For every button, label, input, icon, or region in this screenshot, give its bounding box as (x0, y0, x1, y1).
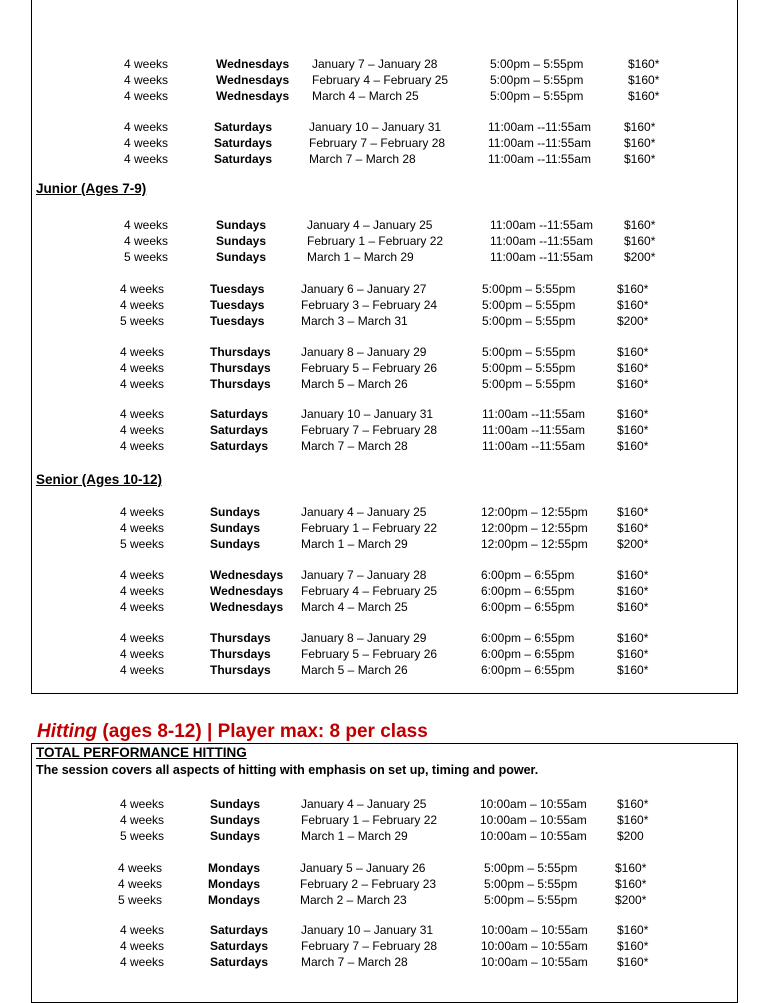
schedule-day: Saturdays (210, 407, 269, 421)
schedule-day: Thursdays (210, 647, 271, 661)
schedule-dates: February 2 – February 23 (300, 877, 437, 891)
schedule-day: Sundays (210, 505, 261, 519)
schedule-dates: March 1 – March 29 (301, 537, 408, 551)
hitting-subtitle: TOTAL PERFORMANCE HITTING (36, 745, 247, 760)
schedule-dates: January 6 – January 27 (301, 282, 427, 296)
schedule-duration: 4 weeks (124, 89, 169, 103)
hitting-description: The session covers all aspects of hitting with emphasis on set up, timing and power. (36, 763, 539, 777)
schedule-price: $160* (624, 218, 656, 232)
section-senior-heading: Senior (Ages 10-12) (36, 472, 163, 487)
schedule-day: Saturdays (214, 136, 273, 150)
schedule-time: 5:00pm – 5:55pm (482, 314, 576, 328)
schedule-time: 5:00pm – 5:55pm (482, 361, 576, 375)
schedule-row (0, 56, 768, 72)
schedule-time: 5:00pm – 5:55pm (482, 282, 576, 296)
schedule-time: 6:00pm – 6:55pm (481, 584, 575, 598)
schedule-duration: 4 weeks (120, 298, 165, 312)
hitting-title-italic: Hitting (37, 721, 98, 742)
schedule-price: $200 (617, 829, 644, 843)
schedule-time: 11:00am --11:55am (488, 136, 591, 150)
schedule-row (0, 422, 768, 438)
schedule-duration: 4 weeks (124, 136, 169, 150)
schedule-row (0, 504, 768, 520)
schedule-time: 11:00am --11:55am (488, 152, 591, 166)
schedule-time: 5:00pm – 5:55pm (482, 345, 576, 359)
schedule-time: 12:00pm – 12:55pm (481, 537, 588, 551)
schedule-duration: 4 weeks (124, 152, 169, 166)
schedule-row (0, 249, 768, 265)
schedule-dates: March 1 – March 29 (301, 829, 408, 843)
schedule-price: $200* (617, 314, 649, 328)
schedule-time: 6:00pm – 6:55pm (481, 647, 575, 661)
schedule-duration: 5 weeks (120, 537, 165, 551)
schedule-duration: 4 weeks (120, 439, 165, 453)
schedule-dates: January 10 – January 31 (301, 923, 434, 937)
schedule-time: 11:00am --11:55am (482, 439, 585, 453)
schedule-time: 10:00am – 10:55am (480, 829, 587, 843)
schedule-price: $160* (624, 234, 656, 248)
schedule-time: 11:00am --11:55am (490, 234, 593, 248)
schedule-duration: 4 weeks (120, 345, 165, 359)
schedule-row (0, 344, 768, 360)
schedule-row (0, 135, 768, 151)
schedule-day: Mondays (208, 893, 261, 907)
schedule-price: $160* (617, 955, 649, 969)
schedule-row (0, 217, 768, 233)
schedule-day: Saturdays (210, 423, 269, 437)
schedule-price: $160* (628, 89, 660, 103)
schedule-row (0, 646, 768, 662)
schedule-day: Wednesdays (216, 89, 290, 103)
schedule-day: Saturdays (214, 120, 273, 134)
schedule-row (0, 88, 768, 104)
schedule-price: $160* (628, 57, 660, 71)
schedule-row (0, 376, 768, 392)
schedule-duration: 4 weeks (124, 120, 169, 134)
schedule-dates: March 3 – March 31 (301, 314, 408, 328)
schedule-dates: January 7 – January 28 (312, 57, 438, 71)
schedule-dates: March 1 – March 29 (307, 250, 414, 264)
schedule-day: Wednesdays (210, 584, 284, 598)
schedule-time: 10:00am – 10:55am (481, 923, 588, 937)
schedule-duration: 4 weeks (120, 282, 165, 296)
schedule-duration: 5 weeks (120, 314, 165, 328)
schedule-duration: 4 weeks (120, 813, 165, 827)
schedule-price: $160* (617, 923, 649, 937)
hitting-title (37, 720, 428, 744)
schedule-dates: January 4 – January 25 (301, 505, 427, 519)
schedule-price: $160* (617, 345, 649, 359)
schedule-dates: February 7 – February 28 (301, 939, 438, 953)
schedule-time: 10:00am – 10:55am (480, 813, 587, 827)
schedule-time: 5:00pm – 5:55pm (484, 877, 578, 891)
schedule-duration: 4 weeks (120, 407, 165, 421)
schedule-day: Mondays (208, 877, 261, 891)
schedule-price: $160* (617, 584, 649, 598)
schedule-day: Thursdays (210, 361, 271, 375)
schedule-duration: 4 weeks (124, 73, 169, 87)
schedule-time: 5:00pm – 5:55pm (490, 57, 584, 71)
schedule-price: $160* (617, 647, 649, 661)
schedule-day: Sundays (210, 813, 261, 827)
schedule-price: $160* (617, 407, 649, 421)
schedule-time: 5:00pm – 5:55pm (482, 377, 576, 391)
schedule-day: Wednesdays (210, 600, 284, 614)
schedule-time: 11:00am --11:55am (482, 423, 585, 437)
schedule-time: 5:00pm – 5:55pm (490, 73, 584, 87)
schedule-day: Wednesdays (210, 568, 284, 582)
schedule-row (0, 796, 768, 812)
schedule-time: 6:00pm – 6:55pm (481, 631, 575, 645)
schedule-duration: 5 weeks (124, 250, 169, 264)
schedule-duration: 4 weeks (120, 631, 165, 645)
schedule-time: 6:00pm – 6:55pm (481, 663, 575, 677)
schedule-duration: 4 weeks (120, 797, 165, 811)
schedule-dates: January 8 – January 29 (301, 345, 427, 359)
section-junior-heading: Junior (Ages 7-9) (36, 181, 147, 196)
schedule-row (0, 828, 768, 844)
schedule-price: $160* (615, 861, 647, 875)
schedule-time: 5:00pm – 5:55pm (490, 89, 584, 103)
schedule-row (0, 812, 768, 828)
schedule-duration: 4 weeks (124, 218, 169, 232)
schedule-day: Saturdays (210, 955, 269, 969)
schedule-dates: January 5 – January 26 (300, 861, 426, 875)
schedule-time: 10:00am – 10:55am (480, 797, 587, 811)
schedule-price: $160* (617, 298, 649, 312)
schedule-dates: March 4 – March 25 (301, 600, 408, 614)
schedule-price: $160* (617, 600, 649, 614)
schedule-price: $160* (617, 568, 649, 582)
hitting-title-rest: (ages 8-12) | Player max: 8 per class (97, 721, 428, 742)
schedule-row (0, 297, 768, 313)
schedule-time: 10:00am – 10:55am (481, 939, 588, 953)
schedule-duration: 4 weeks (120, 600, 165, 614)
schedule-day: Thursdays (210, 631, 271, 645)
schedule-row (0, 860, 768, 876)
schedule-duration: 4 weeks (120, 663, 165, 677)
schedule-dates: February 5 – February 26 (301, 361, 438, 375)
schedule-dates: March 2 – March 23 (300, 893, 407, 907)
schedule-price: $160* (617, 439, 649, 453)
schedule-time: 12:00pm – 12:55pm (481, 521, 588, 535)
schedule-dates: March 7 – March 28 (309, 152, 416, 166)
schedule-time: 11:00am --11:55am (488, 120, 591, 134)
schedule-dates: January 8 – January 29 (301, 631, 427, 645)
schedule-duration: 4 weeks (124, 57, 169, 71)
schedule-duration: 4 weeks (124, 234, 169, 248)
schedule-dates: February 1 – February 22 (307, 234, 444, 248)
schedule-row (0, 281, 768, 297)
schedule-row (0, 583, 768, 599)
schedule-price: $160* (628, 73, 660, 87)
schedule-row (0, 313, 768, 329)
schedule-row (0, 536, 768, 552)
schedule-price: $160* (617, 813, 649, 827)
schedule-duration: 4 weeks (120, 521, 165, 535)
schedule-day: Wednesdays (216, 73, 290, 87)
schedule-price: $160* (624, 136, 656, 150)
schedule-price: $160* (617, 282, 649, 296)
schedule-row (0, 151, 768, 167)
schedule-dates: February 5 – February 26 (301, 647, 438, 661)
schedule-row (0, 567, 768, 583)
schedule-dates: March 5 – March 26 (301, 377, 408, 391)
schedule-dates: February 4 – February 25 (301, 584, 438, 598)
schedule-duration: 5 weeks (120, 829, 165, 843)
schedule-duration: 4 weeks (120, 923, 165, 937)
schedule-row (0, 662, 768, 678)
schedule-time: 12:00pm – 12:55pm (481, 505, 588, 519)
schedule-row (0, 630, 768, 646)
schedule-price: $160* (617, 423, 649, 437)
schedule-row (0, 599, 768, 615)
schedule-price: $160* (615, 877, 647, 891)
schedule-time: 5:00pm – 5:55pm (484, 861, 578, 875)
schedule-duration: 4 weeks (120, 584, 165, 598)
schedule-day: Tuesdays (210, 282, 265, 296)
schedule-price: $160* (617, 361, 649, 375)
schedule-time: 11:00am --11:55am (482, 407, 585, 421)
schedule-price: $160* (624, 120, 656, 134)
schedule-dates: January 10 – January 31 (309, 120, 442, 134)
schedule-price: $200* (617, 537, 649, 551)
schedule-price: $160* (617, 377, 649, 391)
schedule-dates: January 10 – January 31 (301, 407, 434, 421)
schedule-time: 11:00am --11:55am (490, 250, 593, 264)
schedule-dates: February 7 – February 28 (301, 423, 438, 437)
schedule-row (0, 72, 768, 88)
schedule-duration: 5 weeks (118, 893, 163, 907)
schedule-day: Sundays (210, 537, 261, 551)
schedule-day: Thursdays (210, 663, 271, 677)
schedule-price: $160* (617, 521, 649, 535)
schedule-day: Sundays (216, 234, 267, 248)
schedule-time: 11:00am --11:55am (490, 218, 593, 232)
schedule-dates: February 7 – February 28 (309, 136, 446, 150)
schedule-row (0, 922, 768, 938)
schedule-day: Sundays (210, 521, 261, 535)
schedule-duration: 4 weeks (120, 377, 165, 391)
schedule-duration: 4 weeks (118, 861, 163, 875)
schedule-duration: 4 weeks (120, 505, 165, 519)
schedule-dates: March 7 – March 28 (301, 955, 408, 969)
schedule-row (0, 360, 768, 376)
schedule-time: 10:00am – 10:55am (481, 955, 588, 969)
schedule-dates: February 3 – February 24 (301, 298, 438, 312)
schedule-price: $160* (617, 631, 649, 645)
schedule-dates: March 5 – March 26 (301, 663, 408, 677)
schedule-day: Saturdays (214, 152, 273, 166)
schedule-price: $160* (617, 939, 649, 953)
schedule-dates: January 4 – January 25 (301, 797, 427, 811)
schedule-dates: February 4 – February 25 (312, 73, 449, 87)
schedule-day: Sundays (216, 218, 267, 232)
schedule-row (0, 954, 768, 970)
schedule-duration: 4 weeks (120, 955, 165, 969)
schedule-dates: March 7 – March 28 (301, 439, 408, 453)
schedule-price: $200* (615, 893, 647, 907)
schedule-day: Wednesdays (216, 57, 290, 71)
schedule-dates: January 4 – January 25 (307, 218, 433, 232)
schedule-day: Saturdays (210, 939, 269, 953)
schedule-row (0, 438, 768, 454)
schedule-dates: February 1 – February 22 (301, 521, 438, 535)
schedule-price: $160* (617, 505, 649, 519)
schedule-day: Saturdays (210, 439, 269, 453)
schedule-price: $160* (617, 663, 649, 677)
schedule-dates: February 1 – February 22 (301, 813, 438, 827)
schedule-day: Tuesdays (210, 298, 265, 312)
schedule-day: Thursdays (210, 345, 271, 359)
schedule-row (0, 233, 768, 249)
schedule-time: 6:00pm – 6:55pm (481, 600, 575, 614)
schedule-day: Mondays (208, 861, 261, 875)
schedule-price: $200* (624, 250, 656, 264)
schedule-day: Thursdays (210, 377, 271, 391)
schedule-duration: 4 weeks (120, 647, 165, 661)
schedule-dates: January 7 – January 28 (301, 568, 427, 582)
schedule-dates: March 4 – March 25 (312, 89, 419, 103)
schedule-duration: 4 weeks (120, 568, 165, 582)
schedule-row (0, 406, 768, 422)
schedule-price: $160* (624, 152, 656, 166)
schedule-row (0, 938, 768, 954)
schedule-duration: 4 weeks (120, 939, 165, 953)
schedule-row (0, 520, 768, 536)
schedule-row (0, 876, 768, 892)
schedule-time: 6:00pm – 6:55pm (481, 568, 575, 582)
schedule-day: Sundays (210, 797, 261, 811)
schedule-time: 5:00pm – 5:55pm (482, 298, 576, 312)
schedule-duration: 4 weeks (118, 877, 163, 891)
schedule-day: Sundays (216, 250, 267, 264)
schedule-day: Saturdays (210, 923, 269, 937)
schedule-duration: 4 weeks (120, 423, 165, 437)
schedule-row (0, 892, 768, 908)
schedule-day: Tuesdays (210, 314, 265, 328)
schedule-time: 5:00pm – 5:55pm (484, 893, 578, 907)
schedule-duration: 4 weeks (120, 361, 165, 375)
schedule-day: Sundays (210, 829, 261, 843)
schedule-row (0, 119, 768, 135)
schedule-price: $160* (617, 797, 649, 811)
